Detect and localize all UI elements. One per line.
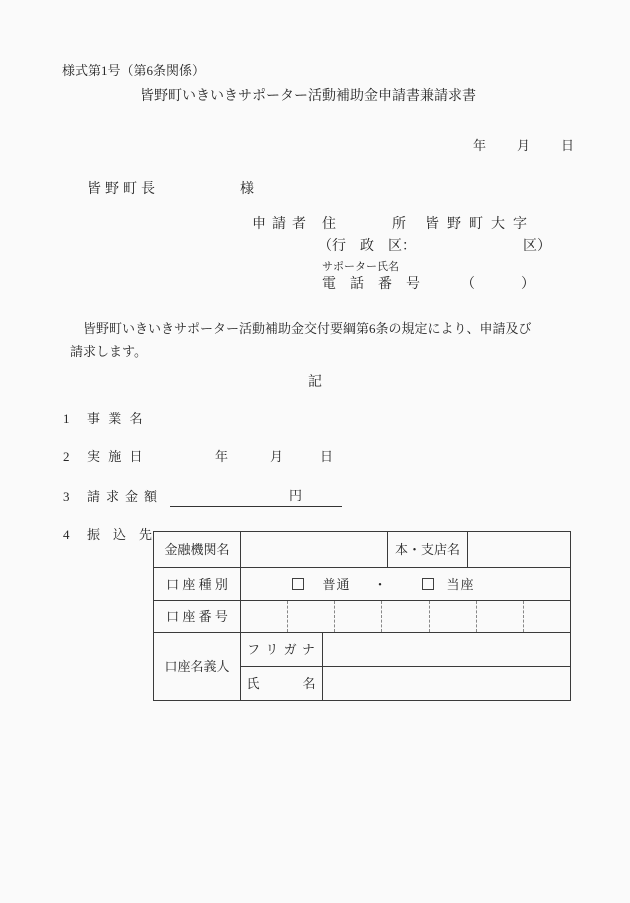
- item-implementation-date: [0, 450, 630, 470]
- financial-institution-label: 金融機関名: [154, 532, 241, 567]
- account-holder-fields: [241, 633, 570, 700]
- item-number: 2: [63, 449, 70, 464]
- body-paragraph: [70, 317, 575, 363]
- date-line: [0, 139, 630, 155]
- impl-day-label: 日: [320, 449, 334, 464]
- digit-cell: [241, 601, 287, 632]
- body-line-1: 皆野町いきいきサポーター活動補助金交付要綱第6条の規定により、申請及び: [83, 321, 532, 336]
- furigana-row: [241, 633, 570, 666]
- address-value: 皆野町大字: [425, 217, 535, 232]
- option-current-label: 当座: [446, 576, 475, 592]
- item-number: 4: [63, 527, 70, 542]
- impl-month-label: 月: [270, 449, 284, 464]
- furigana-cell: [323, 633, 570, 666]
- date-month-label: 月: [517, 138, 531, 153]
- district-line: [0, 240, 630, 258]
- account-type-options: [241, 568, 570, 600]
- billing-amount-label: 請求金額: [87, 489, 164, 504]
- checkbox-ordinary-icon: [292, 578, 304, 590]
- item-billing-amount: [0, 490, 630, 510]
- supporter-name-label: サポーター氏名: [322, 261, 399, 273]
- body-line-2: 請求します。: [70, 344, 147, 359]
- digit-cell: [429, 601, 476, 632]
- option-separator: ・: [373, 576, 387, 592]
- transfer-destination-label: 振 込 先: [87, 527, 153, 542]
- furigana-label: フ リ ガ ナ: [241, 633, 323, 666]
- branch-cell: [468, 532, 570, 567]
- account-holder-label: 口座名義人: [154, 633, 241, 700]
- record-heading: 記: [308, 375, 322, 390]
- digit-cell: [476, 601, 523, 632]
- addressee-name: 皆野町長: [87, 182, 159, 197]
- digit-cell: [334, 601, 381, 632]
- date-year-label: 年: [473, 138, 487, 153]
- addressee-honorific: 様: [240, 182, 254, 197]
- yen-unit-label: 円: [288, 488, 302, 503]
- account-type-label: 口 座 種 別: [154, 568, 241, 600]
- item-number: 1: [63, 411, 70, 426]
- district-suffix: 区）: [523, 239, 551, 254]
- digit-cell: [523, 601, 570, 632]
- date-day-label: 日: [561, 138, 575, 153]
- applicant-label: 申請者: [252, 217, 312, 232]
- billing-amount-blank: [170, 489, 342, 507]
- bank-transfer-table: [153, 531, 571, 701]
- name-cell: [323, 667, 570, 700]
- impl-year-label: 年: [215, 449, 229, 464]
- item-business-name: [0, 412, 630, 432]
- table-row-account-holder: [154, 632, 570, 700]
- digit-cell: [287, 601, 334, 632]
- phone-line: [0, 278, 630, 296]
- account-number-cells: [241, 601, 570, 632]
- business-name-label: 事 業 名: [87, 411, 146, 426]
- phone-paren-open: （: [461, 277, 475, 292]
- branch-label: 本・支店名: [388, 532, 468, 567]
- name-row: [241, 666, 570, 700]
- table-row-bank: [154, 532, 570, 567]
- checkbox-current-icon: [422, 578, 434, 590]
- item-number: 3: [63, 489, 70, 504]
- account-number-label: 口 座 番 号: [154, 601, 241, 632]
- table-row-account-type: [154, 567, 570, 600]
- page-title: 皆野町いきいきサポーター活動補助金申請書兼請求書: [140, 89, 476, 104]
- implementation-date-label: 実 施 日: [87, 449, 146, 464]
- phone-paren-close: ）: [521, 277, 535, 292]
- address-label: 住 所: [322, 217, 406, 232]
- applicant-address-line: [0, 218, 630, 236]
- table-row-account-number: [154, 600, 570, 632]
- name-label: 氏 名: [241, 667, 323, 700]
- form-number: 様式第1号（第6条関係）: [62, 63, 206, 78]
- financial-institution-cell: [241, 532, 388, 567]
- digit-cell: [381, 601, 428, 632]
- district-prefix: （行 政 区：: [318, 239, 416, 254]
- option-ordinary-label: 普通: [322, 576, 351, 592]
- phone-label: 電 話 番 号: [322, 277, 420, 292]
